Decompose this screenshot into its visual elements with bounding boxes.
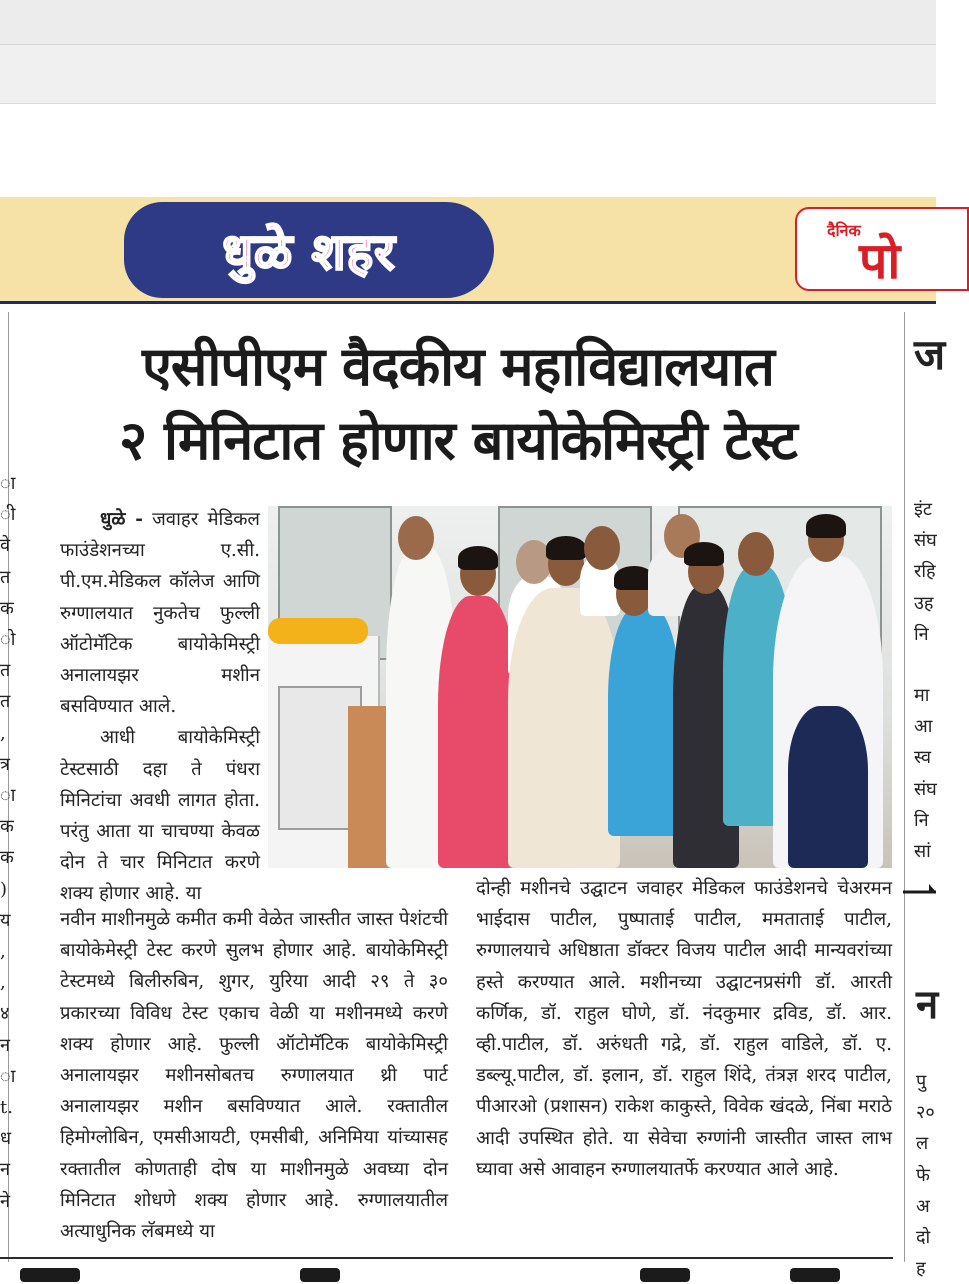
left-edge-fragment: , (0, 941, 6, 963)
right-column-block-2 (914, 680, 936, 867)
article-col1-top (60, 504, 260, 910)
browser-toolbar (0, 45, 936, 104)
left-edge-fragment: त्र (0, 753, 10, 775)
headline-line-1: एसीपीएम वैदकीय महाविद्यालयात (142, 335, 774, 398)
article-col1-bottom (60, 904, 448, 1247)
right-edge-fragment: इंट (914, 499, 932, 520)
right-column-block-3 (916, 1066, 936, 1284)
left-edge-fragment: क (0, 847, 14, 869)
left-edge-fragment: न (0, 1034, 10, 1056)
left-edge-fragment: वे (0, 535, 11, 557)
left-column-edge (0, 468, 16, 1217)
right-edge-fragment: आ (914, 716, 933, 738)
left-edge-fragment: त (0, 566, 11, 588)
article-headline (18, 330, 898, 478)
column-rule-right (904, 312, 905, 1262)
photo-person (788, 706, 868, 868)
left-edge-fragment: ध (0, 1128, 12, 1150)
left-edge-fragment: त (0, 691, 11, 713)
left-edge-fragment: ा (0, 473, 16, 494)
section-title: धुळे शहर (222, 223, 396, 281)
article-col1-p2: आधी बायोकेमिस्ट्री टेस्टसाठी दहा ते पंधरा मिनिटांचा अवधी लागत होता. परंतु आता या चाचण्या केवळ दोन ते चार मिनिटात करणे शक्य होणार आहे. या (60, 727, 260, 905)
newspaper-masthead (795, 207, 969, 291)
left-edge-fragment: t. (0, 1097, 13, 1119)
left-edge-fragment: ो (0, 629, 16, 651)
right-edge-fragment: रहि (914, 561, 936, 583)
left-edge-fragment: क (0, 816, 14, 838)
browser-top-bar (0, 0, 936, 45)
right-edge-fragment: संघ (914, 778, 937, 800)
article-bottom-rule (0, 1257, 893, 1259)
right-edge-fragment: मा (914, 685, 930, 706)
right-column-block-1 (914, 494, 936, 650)
article-col1-p1: जवाहर मेडिकल फाउंडेशनच्या ए.सी. पी.एम.मेडिकल कॉलेज आणि रुग्णालयात नुकतेच फुल्ली ऑटोमॅटिक बायोकेमिस्ट्री अनालायझर मशीन बसविण्यात आले. (60, 509, 260, 718)
article-col1-p3: नवीन माशीनमुळे कमीत कमी वेळेत जास्तीत जास्त पेशंटची बायोकेमेस्ट्री टेस्ट करणे सुलभ होणार आहे. बायोकेमिस्ट्री टेस्टमध्ये बिलीरुबिन, शुगर, युरिया आदी २९ ते ३० प्रकारच्या विविध टेस्ट एकाच वेळी या मशीनमध्ये करणे शक्य होणार आहे. फुल्ली ऑटोमॅटिक बायोकेमिस्ट्री अनालायझर मशीनसोबतच रुग्णालयात थ्री पार्ट अनालायझर मशीन बसविण्यात आले. रक्तातील हिमोग्लोबिन, एमसीआयटी, एमसीबी, अनिमिया यांच्यासह रक्तातील कोणताही दोष या माशीनमुळे अवघ्या दोन मिनिटात शोधणे शक्य होणार आहे. रुग्णालयातील अत्याधुनिक लॅबमध्ये या (60, 909, 448, 1243)
right-column-heading: ज (914, 330, 946, 379)
left-edge-fragment: य (0, 909, 11, 931)
photo-person (438, 596, 518, 868)
photo-head (398, 516, 434, 560)
next-article-top (0, 1262, 893, 1280)
section-title-badge (124, 202, 494, 298)
right-edge-fragment: स्व (914, 747, 932, 769)
right-edge-fragment: संघ (914, 530, 937, 552)
left-edge-fragment: , (0, 722, 6, 744)
right-edge-fragment: नि (914, 809, 929, 831)
right-edge-fragment: पु (916, 1071, 927, 1092)
left-edge-fragment: त (0, 660, 11, 682)
photo-hair (684, 542, 724, 566)
right-edge-fragment: उह (914, 592, 934, 614)
right-edge-fragment: २० (916, 1102, 935, 1124)
photo-hair (546, 536, 586, 560)
right-column-heading-2: न (916, 982, 939, 1028)
left-edge-fragment: ी (0, 504, 16, 526)
banner-rule (0, 301, 936, 304)
article-dateline: धुळे - (100, 509, 143, 530)
photo-flower-garland (268, 618, 368, 644)
left-edge-fragment: क (0, 597, 14, 619)
left-edge-fragment: , (0, 972, 6, 994)
divider-ornament-icon (903, 878, 936, 898)
left-edge-fragment: ा (0, 1065, 16, 1087)
right-edge-fragment: सां (914, 841, 931, 863)
left-edge-fragment: ा (0, 785, 16, 807)
article-col2 (476, 873, 892, 1185)
photo-person (508, 588, 620, 868)
right-edge-fragment: नि (914, 623, 929, 645)
masthead-big: पो (859, 232, 901, 290)
left-edge-fragment: ४ (0, 1003, 10, 1025)
right-edge-fragment: दो (916, 1227, 931, 1249)
headline-line-2: २ मिनिटात होणार बायोकेमिस्ट्री टेस्ट (119, 409, 797, 472)
article-photo (268, 506, 892, 868)
left-edge-fragment: ) (0, 878, 8, 900)
photo-head (738, 532, 774, 576)
right-edge-fragment: फे (916, 1164, 930, 1186)
right-edge-fragment: अ (916, 1195, 930, 1217)
photo-head (584, 526, 620, 570)
right-edge-fragment: ह (916, 1258, 926, 1280)
right-edge-fragment: ल (916, 1133, 929, 1155)
article-col2-text: दोन्ही मशीनचे उद्घाटन जवाहर मेडिकल फाउंडेशनचे चेअरमन भाईदास पाटील, पुष्पाताई पाटील, ममताताई पाटील, रुग्णालयाचे अधिष्ठाता डॉक्टर विजय पाटील आदी मान्यवरांच्या हस्ते करण्यात आले. मशीनच्या उद्घाटनप्रसंगी डॉ. आरती कर्णिक, डॉ. राहुल घोणे, डॉ. नंदकुमार द्रविड, डॉ. आर. व्ही.पाटील, डॉ. अरुंधती गद्रे, डॉ. राहुल वाडिले, डॉ. ए. डब्ल्यू.पाटील, डॉ. इलान, डॉ. राहुल शिंदे, तंत्रज्ञ शरद पाटील, पीआरओ (प्रशासन) राकेश काकुस्ते, विवेक खंदळे, निंबा मराठे आदी उपस्थित होते. या सेवेचा रुग्णांनी जास्तीत जास्त लाभ घ्यावा असे आवाहन रुग्णालयातर्फे करण्यात आले आहे. (476, 878, 892, 1180)
photo-hair (458, 546, 498, 570)
photo-hair (806, 514, 846, 538)
photo-person (608, 606, 680, 836)
masthead-small: दैनिक (827, 221, 861, 240)
left-edge-fragment: न (0, 1159, 10, 1181)
left-edge-fragment: ने (0, 1190, 10, 1212)
